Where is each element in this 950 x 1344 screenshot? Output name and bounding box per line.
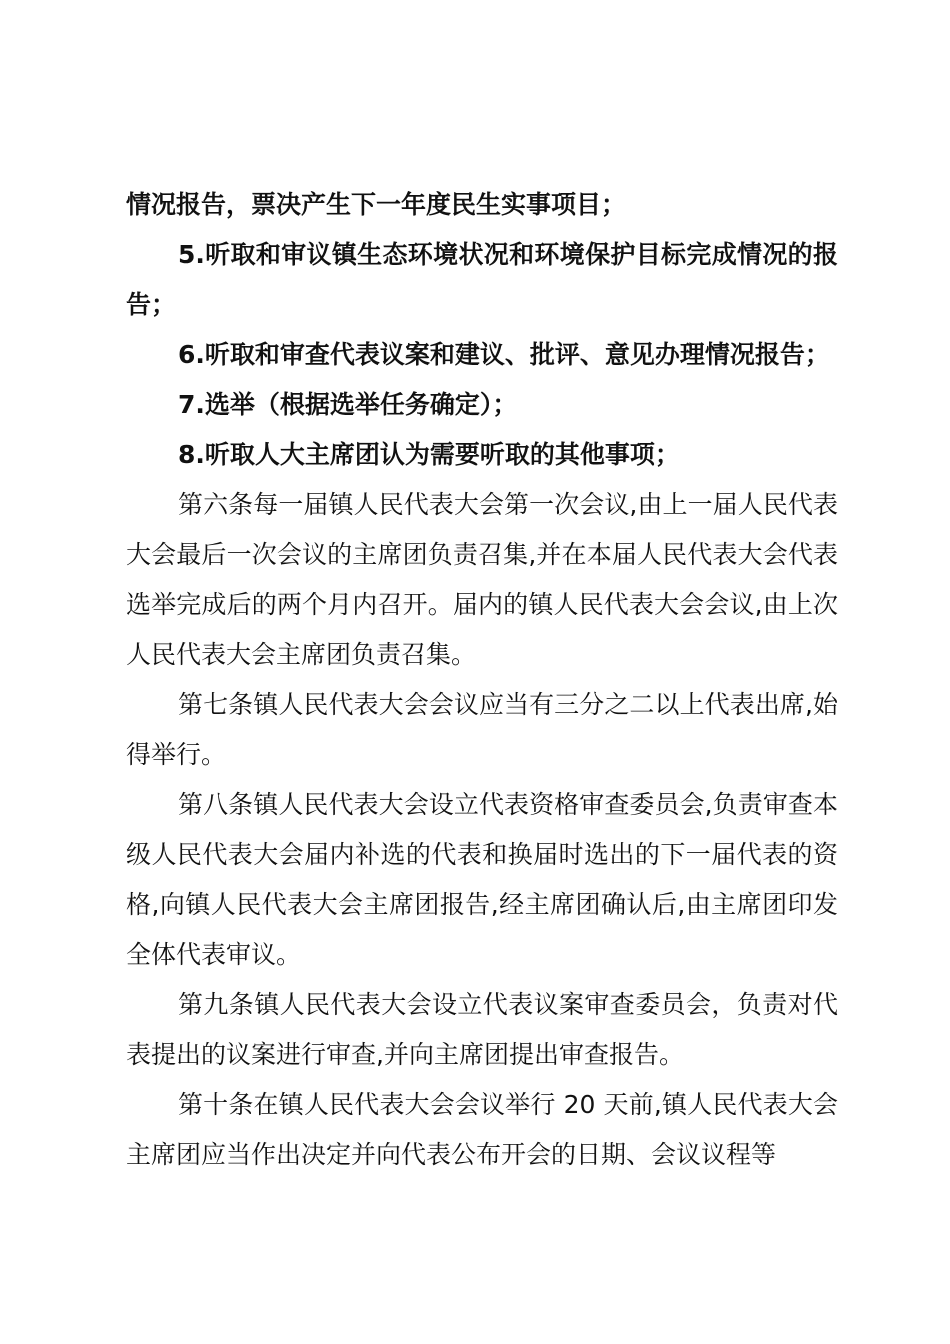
list-item-8: 8.听取人大主席团认为需要听取的其他事项； <box>178 440 680 469</box>
article-8: 第八条镇人民代表大会设立代表资格审查委员会,负责审查本级人民代表大会届内补选的代表和换届时选出的下一届代表的资格,向镇人民代表大会主席团报告,经主席团确认后,由主席团印发全体代表审议。 <box>126 790 838 969</box>
list-item-7: 7.选举（根据选举任务确定）； <box>178 390 518 419</box>
article-7: 第七条镇人民代表大会会议应当有三分之二以上代表出席,始得举行。 <box>126 690 838 769</box>
paragraph-continuation: 情况报告，票决产生下一年度民生实事项目； <box>126 190 627 219</box>
list-item-5: 5.听取和审议镇生态环境状况和环境保护目标完成情况的报告； <box>126 240 838 319</box>
article-6: 第六条每一届镇人民代表大会第一次会议,由上一届人民代表大会最后一次会议的主席团负责召集,并在本届人民代表大会代表选举完成后的两个月内召开。届内的镇人民代表大会会议,由上次人民代表大会主席团负责召集。 <box>126 490 838 669</box>
article-10: 第十条在镇人民代表大会会议举行 20 天前,镇人民代表大会主席团应当作出决定并向代表公布开会的日期、会议议程等 <box>126 1090 838 1169</box>
list-item-6: 6.听取和审查代表议案和建议、批评、意见办理情况报告； <box>178 340 830 369</box>
document-body <box>126 180 838 1180</box>
article-9: 第九条镇人民代表大会设立代表议案审查委员会，负责对代表提出的议案进行审查,并向主席团提出审查报告。 <box>126 990 838 1069</box>
